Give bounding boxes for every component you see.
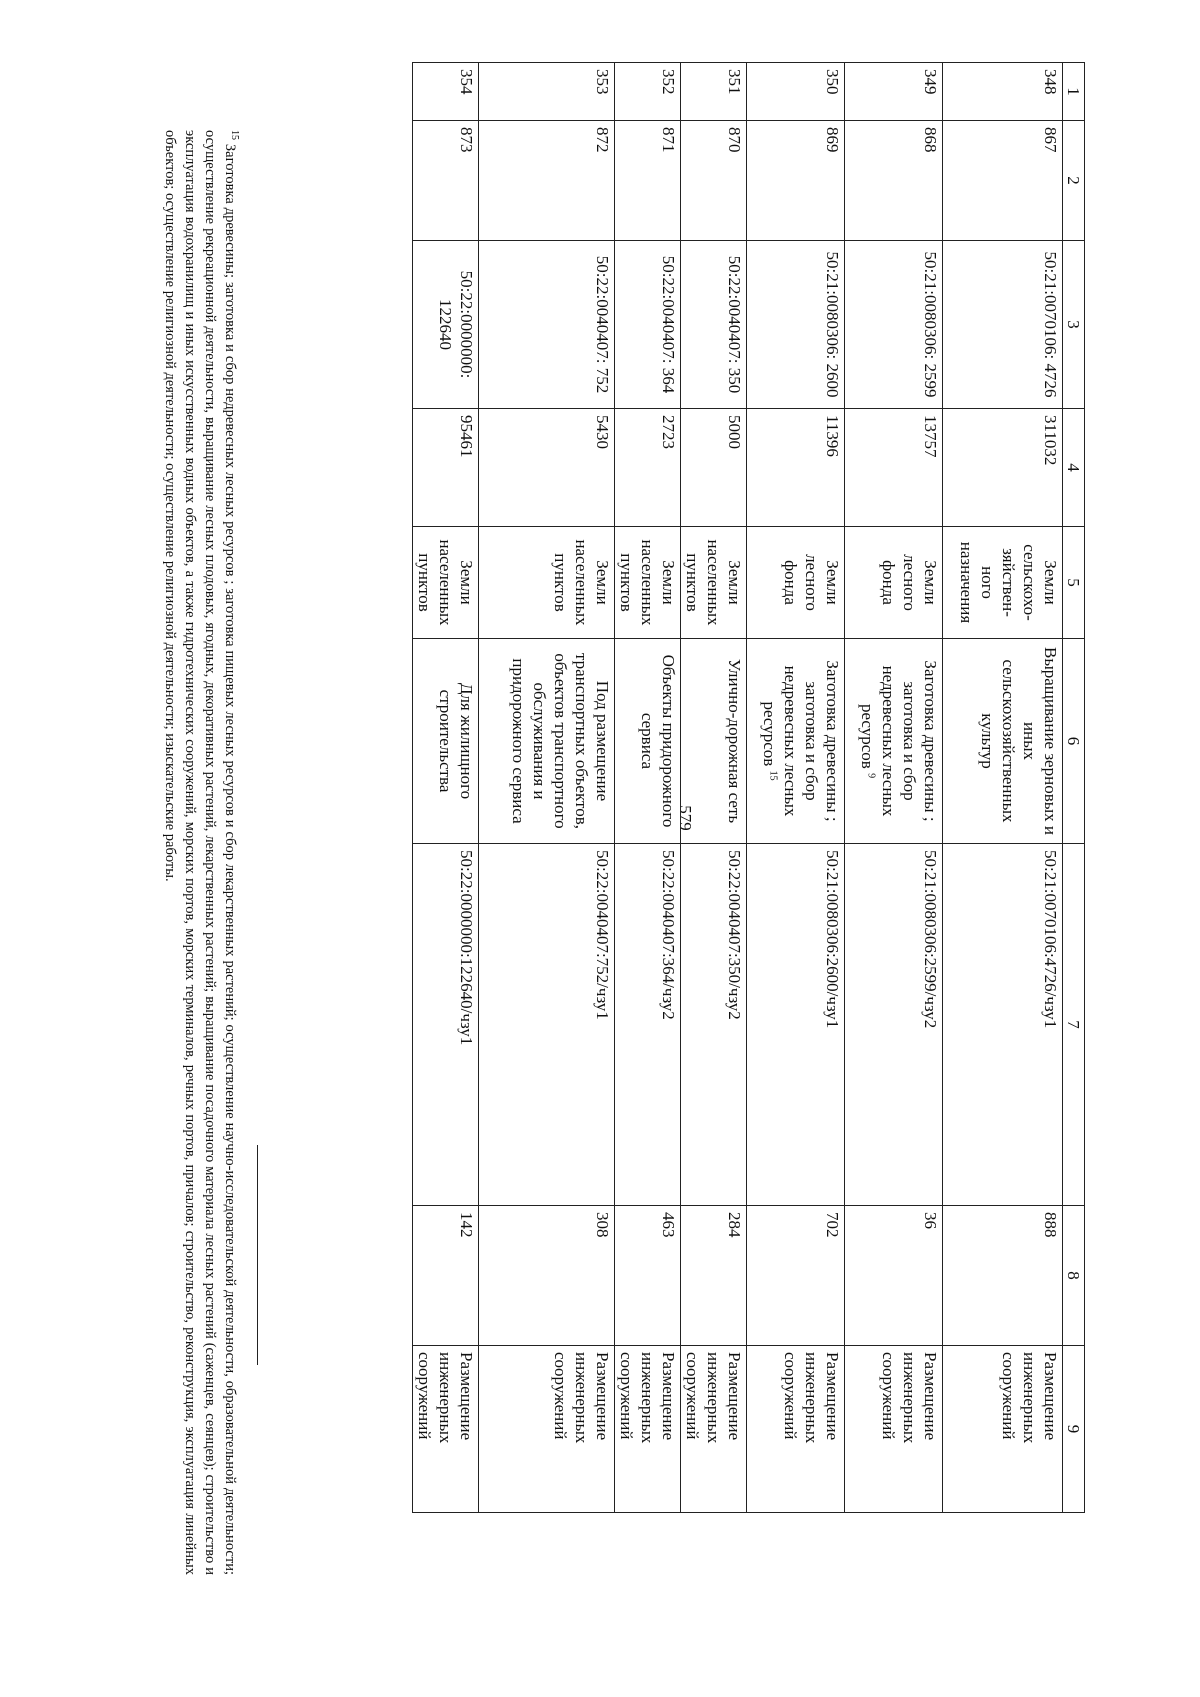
area: 95461: [413, 409, 479, 527]
part-area: 284: [681, 1206, 747, 1346]
item-number: 867: [943, 121, 1063, 241]
cadastral-number: 50:22:0000000: 122640: [413, 241, 479, 409]
area: 2723: [615, 409, 681, 527]
part-area: 36: [845, 1206, 943, 1346]
part-area: 888: [943, 1206, 1063, 1346]
permitted-use: Заготовка древесины ; заготовка и сбор недревесных лесных ресурсов: [760, 660, 842, 822]
footnote-ref: 15: [767, 770, 779, 781]
part-number: 50:21:0070106:4726/чзу1: [943, 844, 1063, 1206]
land-plots-table: [412, 62, 1085, 1513]
row-number: 353: [479, 63, 615, 121]
part-number: 50:21:0080306:2599/чзу2: [845, 844, 943, 1206]
part-area: 308: [479, 1206, 615, 1346]
row-number: 349: [845, 63, 943, 121]
item-number: 872: [479, 121, 615, 241]
purpose: Размещение инженерных сооружений: [413, 1346, 479, 1513]
row-number: 352: [615, 63, 681, 121]
permitted-use: Под размещение транспортных объектов, объектов транспортного обслуживания и придорожного сервиса: [479, 639, 615, 844]
part-area: 463: [615, 1206, 681, 1346]
area: 13757: [845, 409, 943, 527]
table-row: [615, 63, 681, 1513]
land-category: Земли населенных пунктов: [681, 527, 747, 639]
footnote-marker: 15: [228, 130, 240, 140]
item-number: 871: [615, 121, 681, 241]
purpose: Размещение инженерных сооружений: [845, 1346, 943, 1513]
land-category: Земли сельскохо-зяйствен-ного назначения: [943, 527, 1063, 639]
page-number: 579: [676, 805, 695, 831]
col-header: 1: [1063, 63, 1085, 121]
table-row: [747, 63, 845, 1513]
part-area: 702: [747, 1206, 845, 1346]
permitted-use: Улично-дорожная сеть: [681, 639, 747, 844]
table-row: [413, 63, 479, 1513]
col-header: 2: [1063, 121, 1085, 241]
purpose: Размещение инженерных сооружений: [681, 1346, 747, 1513]
area: 5430: [479, 409, 615, 527]
item-number: 870: [681, 121, 747, 241]
table-row: [943, 63, 1063, 1513]
col-header: 6: [1063, 639, 1085, 844]
part-number: 50:21:0080306:2600/чзу1: [747, 844, 845, 1206]
col-header: 9: [1063, 1346, 1085, 1513]
purpose: Размещение инженерных сооружений: [747, 1346, 845, 1513]
item-number: 868: [845, 121, 943, 241]
permitted-use-cell: [747, 639, 845, 844]
row-number: 350: [747, 63, 845, 121]
table-row: [681, 63, 747, 1513]
land-category: Земли населенных пунктов: [479, 527, 615, 639]
permitted-use: Выращивание зерновых и иных сельскохозяйственных культур: [943, 639, 1063, 844]
col-header: 3: [1063, 241, 1085, 409]
table-row: [479, 63, 615, 1513]
item-number: 873: [413, 121, 479, 241]
footnote-text: Заготовка древесины; заготовка и сбор недревесных лесных ресурсов ; заготовка пищевых лесных ресурсов и сбор лекарственных растений; осуществление научно-исследовательской деятельности, образовательной деятельности; осуществление рекреационной деятельности, выращивание лесных плодовых, ягодных, декоративных растений, лекарственных растений; выращивание посадочного материала лесных растений (саженцев, сеянцев); строительство и эксплуатация водохранилищ и иных искусственных водных объектов, а также гидротехнических сооружений, морских портов, морских терминалов, речных портов, причалов; строительство, реконструкция, эксплуатация линейных объектов; осуществление религиозной деятельности; осуществление религиозной деятельности; изыскательские работы.: [162, 130, 238, 1575]
part-number: 50:22:0040407:364/чзу2: [615, 844, 681, 1206]
col-header: 7: [1063, 844, 1085, 1206]
purpose: Размещение инженерных сооружений: [479, 1346, 615, 1513]
item-number: 869: [747, 121, 845, 241]
footnote: [160, 130, 240, 1575]
col-header: 8: [1063, 1206, 1085, 1346]
cadastral-number: 50:21:0070106: 4726: [943, 241, 1063, 409]
table-row: [845, 63, 943, 1513]
part-area: 142: [413, 1206, 479, 1346]
area: 311032: [943, 409, 1063, 527]
row-number: 348: [943, 63, 1063, 121]
part-number: 50:22:0040407:752/чзу1: [479, 844, 615, 1206]
permitted-use: Заготовка древесины ; заготовка и сбор недревесных лесных ресурсов: [858, 660, 940, 822]
land-category: Земли населенных пунктов: [413, 527, 479, 639]
purpose: Размещение инженерных сооружений: [943, 1346, 1063, 1513]
area: 11396: [747, 409, 845, 527]
header-row: [1063, 63, 1085, 1513]
cadastral-number: 50:21:0080306: 2600: [747, 241, 845, 409]
row-number: 351: [681, 63, 747, 121]
cadastral-number: 50:21:0080306: 2599: [845, 241, 943, 409]
row-number: 354: [413, 63, 479, 121]
permitted-use: Для жилищного строительства: [413, 639, 479, 844]
col-header: 5: [1063, 527, 1085, 639]
cadastral-number: 50:22:0040407: 752: [479, 241, 615, 409]
land-category: Земли лесного фонда: [845, 527, 943, 639]
cadastral-number: 50:22:0040407: 350: [681, 241, 747, 409]
footnote-ref: 9: [865, 773, 877, 779]
land-category: Земли лесного фонда: [747, 527, 845, 639]
land-category: Земли населенных пунктов: [615, 527, 681, 639]
col-header: 4: [1063, 409, 1085, 527]
purpose: Размещение инженерных сооружений: [615, 1346, 681, 1513]
permitted-use: Объекты придорожного сервиса: [615, 639, 681, 844]
part-number: 50:22:0000000:122640/чзу1: [413, 844, 479, 1206]
footnote-separator: [257, 1145, 258, 1365]
cadastral-number: 50:22:0040407: 364: [615, 241, 681, 409]
area: 5000: [681, 409, 747, 527]
permitted-use-cell: [845, 639, 943, 844]
part-number: 50:22:0040407:350/чзу2: [681, 844, 747, 1206]
